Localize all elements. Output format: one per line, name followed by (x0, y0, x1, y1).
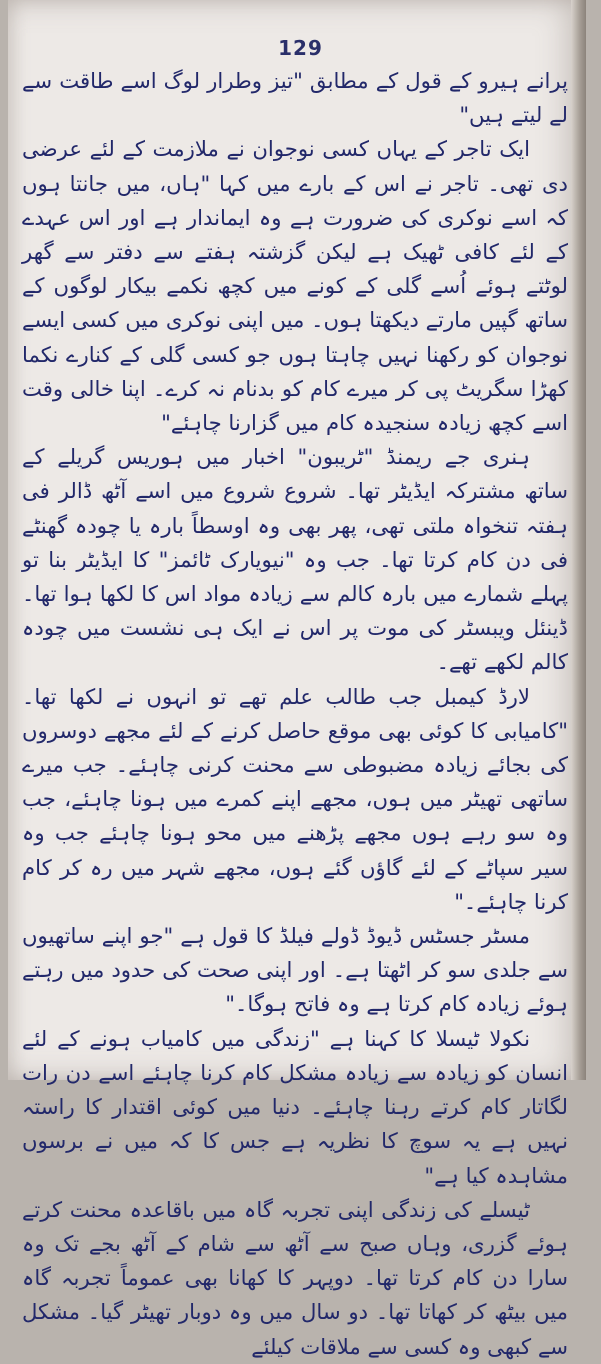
page-edge-shadow (571, 0, 586, 1080)
paragraph-tesla-life: ٹیسلے کی زندگی اپنی تجربہ گاہ میں باقاعدہ محنت کرتے ہوئے گزری، وہاں صبح سے آٹھ سے شام کے آٹھ بجے تک وہ سارا دن کام کرتا تھا۔ دوپہر کا کھانا بھی عموماً تجربہ گاہ میں بیٹھ کر کھاتا تھا۔ دو سال میں وہ دوبار تھیٹر گیا۔ مشکل سے کبھی وہ کسی سے ملاقات کیلئے (22, 1196, 568, 1359)
page-number: 129 (278, 36, 323, 60)
paragraph-justice-field: مسٹر جسٹس ڈیوڈ ڈولے فیلڈ کا قول ہے "جو اپنے ساتھیوں سے جلدی سو کر اٹھتا ہے۔ اور اپنی صحت کی حدود میں رہتے ہوئے زیادہ کام کرتا ہے وہ فاتح ہوگا۔" (22, 923, 568, 1017)
page-body-text (22, 64, 568, 1364)
paragraph-nikola-tesla: نکولا ٹیسلا کا کہنا ہے "زندگی میں کامیاب ہونے کے لئے انسان کو زیادہ سے زیادہ مشکل کام کرنا چاہئے اسے دن رات لگاتار کام کرتے رہنا چاہئے۔ دنیا میں کوئی اقتدار کا راستہ نہیں ہے یہ سوچ کا نظریہ ہے جس کا کہ میں نے برسوں مشاہدہ کیا ہے" (22, 1025, 568, 1188)
paragraph-merchant: ایک تاجر کے یہاں کسی نوجوان نے ملازمت کے لئے عرضی دی تھی۔ تاجر نے اس کے بارے میں کہا "ہاں، میں جانتا ہوں کہ اسے نوکری کی ضرورت ہے وہ ایماندار ہے اور اس عہدے کے لئے کافی ٹھیک ہے لیکن گزشتہ ہفتے سے دفتر سے گھر لوٹتے ہوئے اُسے گلی کے کونے میں کچھ نکمے بیکار لوگوں کے ساتھ گپیں مارتے دیکھتا ہوں۔ میں اپنی نوکری میں کسی ایسے نوجوان کو رکھنا نہیں چاہتا ہوں جو کسی گلی کے کنارے نکما کھڑا سگریٹ پی کر میرے کام کو بدنام نہ کرے۔ اپنا خالی وقت اسے کچھ زیادہ سنجیدہ کام میں گزارنا چاہئے" (22, 136, 568, 436)
paragraph-lord-campbell: لارڈ کیمبل جب طالب علم تھے تو انہوں نے لکھا تھا۔ "کامیابی کا کوئی بھی موقع حاصل کرنے کے لئے مجھے دوسروں کی بجائے زیادہ مضبوطی سے محنت کرنی چاہئے۔ جب میرے ساتھی تھیٹر میں ہوں، مجھے اپنے کمرے میں ہونا چاہئے، جب وہ سو رہے ہوں مجھے پڑھنے میں محو ہونا چاہئے جب وہ سیر سپاٹے کے لئے گاؤں گئے ہوں، مجھے شہر میں رہ کر کام کرنا چاہئے۔" (22, 683, 568, 914)
paragraph-hero-quote: پرانے ہیرو کے قول کے مطابق "تیز وطرار لوگ اسے طاقت سے لے لیتے ہیں" (22, 68, 568, 128)
paragraph-henry-raymond: ہنری جے ریمنڈ "ٹریبون" اخبار میں ہوریس گریلے کے ساتھ مشترکہ ایڈیٹر تھا۔ شروع شروع میں اسے آٹھ ڈالر فی ہفتہ تنخواہ ملتی تھی، پھر بھی وہ اوسطاً بارہ یا چودہ گھنٹے فی دن کام کرتا تھا۔ جب وہ "نیویارک ٹائمز" کا ایڈیٹر بنا تو پہلے شمارے میں بارہ کالم سے زیادہ مواد اس کا لکھا ہوا تھا۔ ڈینئل ویبسٹر کی موت پر اس نے ایک ہی نشست میں چودہ کالم لکھے تھے۔ (22, 444, 568, 675)
